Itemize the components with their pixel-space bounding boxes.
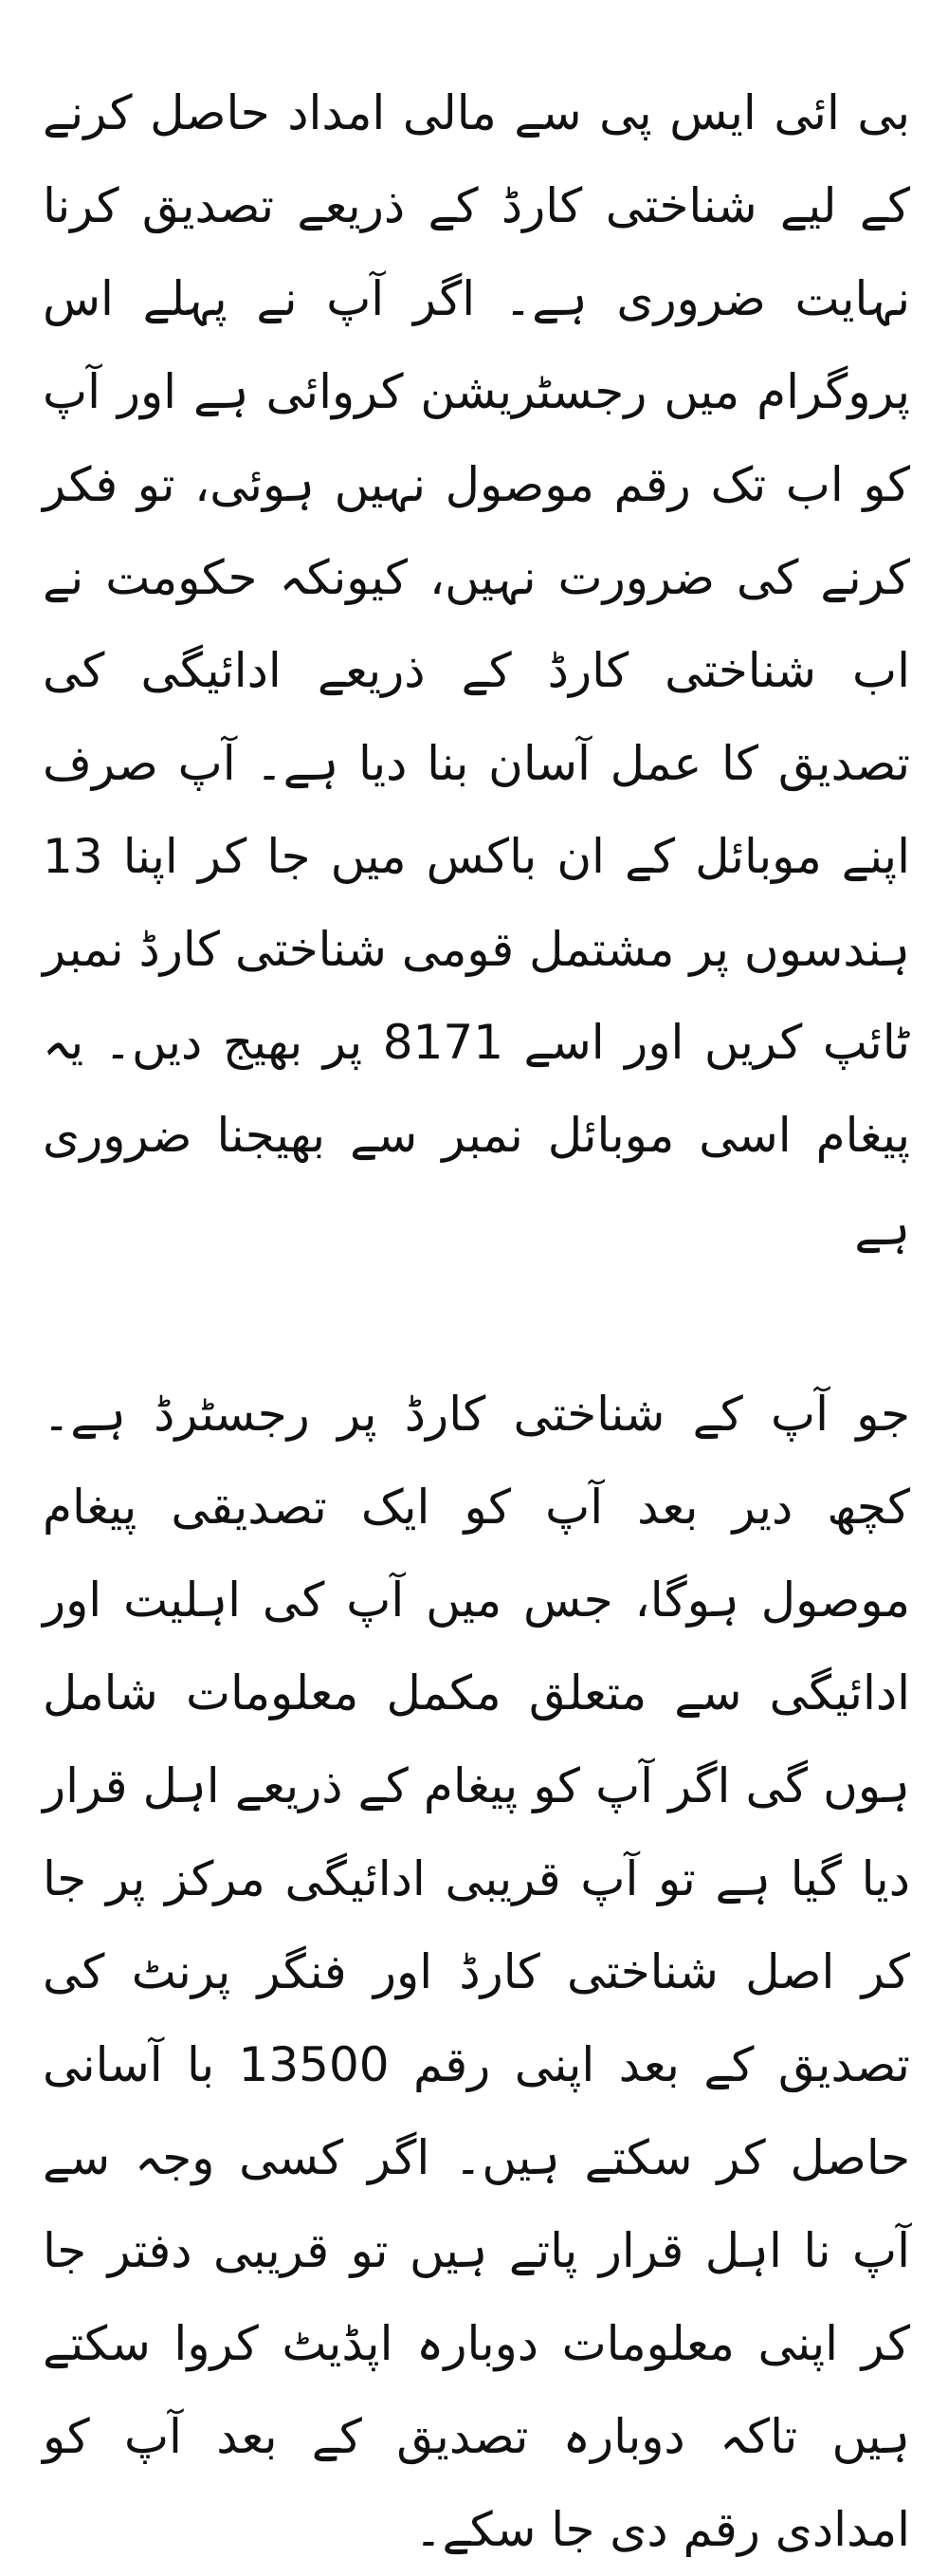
article-body: [43, 66, 910, 2576]
paragraph-payment-eligibility: جو آپ کے شناختی کارڈ پر رجسٹرڈ ہے۔ کچھ دیر بعد آپ کو ایک تصدیقی پیغام موصول ہوگا، جس میں آپ کی اہلیت اور ادائیگی سے متعلق مکمل معلومات شامل ہوں گی اگر آپ کو پیغام کے ذریعے اہل قرار دیا گیا ہے تو آپ قریبی ادائیگی مرکز پر جا کر اصل شناختی کارڈ اور فنگر پرنٹ کی تصدیق کے بعد اپنی رقم 13500 با آسانی حاصل کر سکتے ہیں۔ اگر کسی وجہ سے آپ نا اہل قرار پاتے ہیں تو قریبی دفتر جا کر اپنی معلومات دوبارہ اپڈیٹ کروا سکتے ہیں تاکہ دوبارہ تصدیق کے بعد آپ کو امدادی رقم دی جا سکے۔: [43, 1387, 910, 2557]
paragraph-bisp-cnic-verification: بی ائی ایس پی سے مالی امداد حاصل کرنے کے لیے شناختی کارڈ کے ذریعے تصدیق کرنا نہایت ضروری ہے۔ اگر آپ نے پہلے اس پروگرام میں رجسٹریشن کروائی ہے اور آپ کو اب تک رقم موصول نہیں ہوئی، تو فکر کرنے کی ضرورت نہیں، کیونکہ حکومت نے اب شناختی کارڈ کے ذریعے ادائیگی کی تصدیق کا عمل آسان بنا دیا ہے۔ آپ صرف اپنے موبائل کے ان باکس میں جا کر اپنا 13 ہندسوں پر مشتمل قومی شناختی کارڈ نمبر ٹائپ کریں اور اسے 8171 پر بھیج دیں۔ یہ پیغام اسی موبائل نمبر سے بھیجنا ضروری ہے: [43, 85, 910, 1256]
